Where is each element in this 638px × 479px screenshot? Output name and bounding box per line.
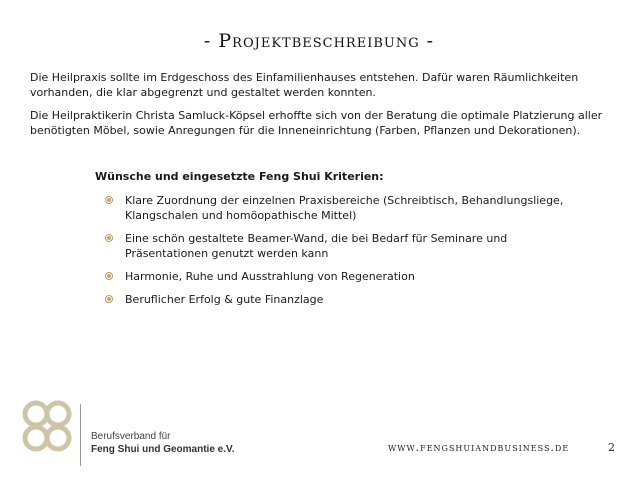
- logo-divider: [80, 404, 81, 466]
- bullet-icon: [105, 234, 113, 242]
- org-name-line2: Feng Shui und Geomantie e.V.: [91, 444, 235, 455]
- org-name-line1: Berufsverband für: [91, 431, 171, 442]
- criteria-item-text: Harmonie, Ruhe und Ausstrahlung von Regeneration: [125, 270, 415, 283]
- list-item: [103, 193, 583, 223]
- criteria-item-text: Klare Zuordnung der einzelnen Praxisbereiche (Schreibtisch, Behandlungsliege, Klangschalen und homöopathische Mittel): [125, 194, 564, 222]
- list-item: [103, 269, 583, 284]
- website-link[interactable]: www.fengshuiandbusiness.de: [388, 441, 570, 454]
- criteria-item-text: Beruflicher Erfolg & gute Finanzlage: [125, 293, 324, 306]
- client-paragraph: Die Heilpraktikerin Christa Samluck-Köpsel erhoffte sich von der Beratung die optimale Platzierung aller benötigten Möbel, sowie Anregungen für die Inneneinrichtung (Farben, Pflanzen und Dekorationen).: [30, 109, 603, 137]
- list-item: [103, 292, 583, 307]
- criteria-item-text: Eine schön gestaltete Beamer-Wand, die bei Bedarf für Seminare und Präsentationen genutzt werden kann: [125, 232, 508, 260]
- interlocking-rings-logo-icon: [20, 398, 76, 456]
- list-item: [103, 231, 583, 261]
- page-number: 2: [608, 441, 615, 454]
- criteria-list: [103, 193, 583, 315]
- criteria-heading: Wünsche und eingesetzte Feng Shui Kriterien:: [95, 170, 384, 183]
- bullet-icon: [105, 295, 113, 303]
- slide-title: - Projektbeschreibung -: [203, 30, 435, 52]
- bullet-icon: [105, 272, 113, 280]
- bullet-icon: [105, 196, 113, 204]
- intro-paragraph: Die Heilpraxis sollte im Erdgeschoss des Einfamilienhauses entstehen. Dafür waren Räumlichkeiten vorhanden, die klar abgegrenzt und gestaltet werden konnten.: [30, 71, 579, 99]
